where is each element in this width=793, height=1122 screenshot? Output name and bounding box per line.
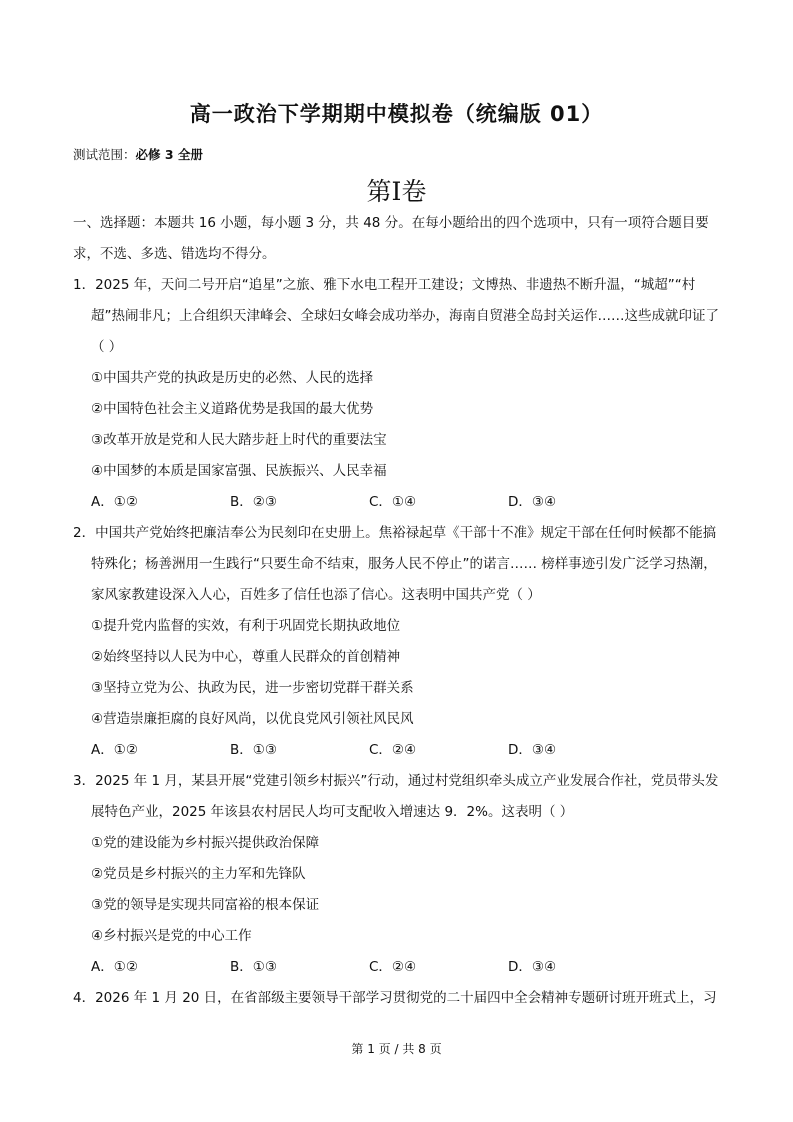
answer-choices	[73, 735, 725, 766]
page-title: 高一政治下学期期中模拟卷（统编版 01）	[189, 102, 604, 126]
question-4	[73, 983, 725, 1014]
choice-a: A．①②	[91, 959, 138, 975]
choice-b: B．①③	[230, 959, 277, 975]
question-1	[73, 270, 725, 518]
statement-option: ④乡村振兴是党的中心工作	[91, 928, 252, 944]
answer-choices	[73, 487, 725, 518]
volume-heading: 第I卷	[366, 177, 427, 206]
question-stem: 4．2026 年 1 月 20 日，在省部级主要领导干部学习贯彻党的二十届四中全会精神专题研讨班开班式上，习	[73, 990, 717, 1006]
question-2	[73, 518, 725, 766]
choice-c: C．②④	[369, 742, 417, 758]
choice-d: D．③④	[508, 742, 557, 758]
statement-option: ④中国梦的本质是国家富强、民族振兴、人民幸福	[91, 463, 387, 479]
question-stem: 3．2025 年 1 月，某县开展“党建引领乡村振兴”行动，通过村党组织牵头成立产业发展合作社，党员带头发展特色产业，2025 年该县农村居民人均可支配收入增速达 9．2%。这表明（ ）	[73, 773, 719, 820]
statement-option: ①中国共产党的执政是历史的必然、人民的选择	[91, 370, 374, 386]
statement-option: ③党的领导是实现共同富裕的根本保证	[91, 897, 320, 913]
section-instruction: 一、选择题：本题共 16 小题，每小题 3 分，共 48 分。在每小题给出的四个选项中，只有一项符合题目要求，不选、多选、错选均不得分。	[73, 215, 709, 262]
statement-option: ④营造崇廉拒腐的良好风尚，以优良党风引领社风民风	[91, 711, 414, 727]
choice-c: C．②④	[369, 959, 417, 975]
question-section	[73, 208, 725, 1014]
choice-d: D．③④	[508, 959, 557, 975]
choice-b: B．①③	[230, 742, 277, 758]
test-scope-value: 必修 3 全册	[135, 147, 203, 162]
statement-option: ①党的建设能为乡村振兴提供政治保障	[91, 835, 320, 851]
choice-b: B．②③	[230, 494, 277, 510]
test-scope-label: 测试范围：	[73, 147, 136, 162]
statement-option: ②党员是乡村振兴的主力军和先锋队	[91, 866, 306, 882]
choice-a: A．①②	[91, 494, 138, 510]
test-scope	[73, 145, 203, 163]
question-stem: 1．2025 年，天问二号开启“追星”之旅、雅下水电工程开工建设；文博热、非遗热不断升温，“城超”“村超”热闹非凡；上合组织天津峰会、全球妇女峰会成功举办，海南自贸港全岛封关运作……这些成就印证了（ ）	[73, 277, 719, 355]
choice-a: A．①②	[91, 742, 138, 758]
statement-option: ①提升党内监督的实效，有利于巩固党长期执政地位	[91, 618, 401, 634]
question-3	[73, 766, 725, 983]
answer-choices	[73, 952, 725, 983]
page-footer: 第 1 页 / 共 8 页	[351, 1042, 442, 1056]
statement-option: ②始终坚持以人民为中心，尊重人民群众的首创精神	[91, 649, 401, 665]
statement-option: ②中国特色社会主义道路优势是我国的最大优势	[91, 401, 374, 417]
statement-option: ③改革开放是党和人民大踏步赶上时代的重要法宝	[91, 432, 387, 448]
choice-d: D．③④	[508, 494, 557, 510]
choice-c: C．①④	[369, 494, 417, 510]
statement-option: ③坚持立党为公、执政为民，进一步密切党群干群关系	[91, 680, 414, 696]
question-stem: 2．中国共产党始终把廉洁奉公为民刻印在史册上。焦裕禄起草《干部十不准》规定干部在任何时候都不能搞特殊化；杨善洲用一生践行“只要生命不结束，服务人民不停止”的诺言…… 榜样事迹引发广泛学习热潮，家风家教建设深入人心，百姓多了信任也添了信心。这表明中国共产党（ ）	[73, 525, 717, 603]
